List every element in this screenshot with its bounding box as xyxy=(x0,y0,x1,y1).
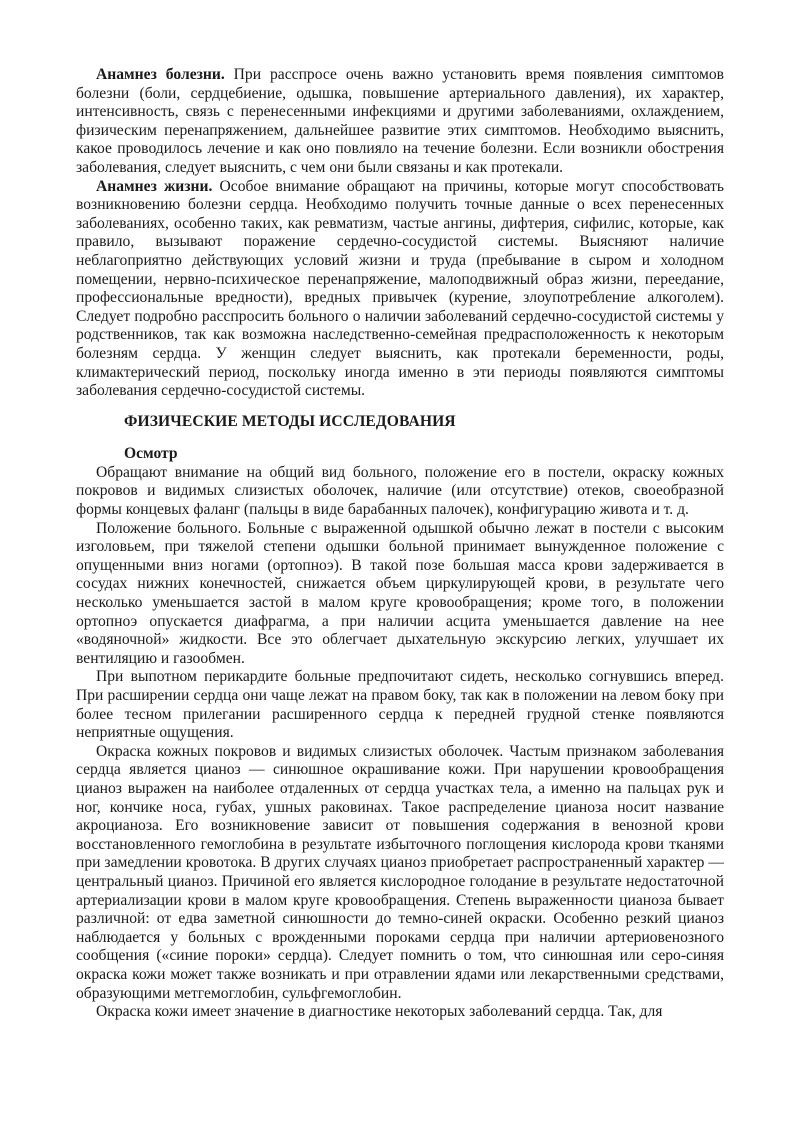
life-history-lead: Анамнез жизни. xyxy=(96,177,213,195)
paragraph-skin-color: Окраска кожных покровов и видимых слизистых оболочек. Частым признаком заболевания сердца является цианоз — синюшное окрашивание кожи. При нарушении кровообращения цианоз выражен на наиболее отдаленных от сердца участках тела, а именно на пальцах рук и ног, кончике носа, губах, ушных раковинах. Такое распределение цианоза носит название акроцианоза. Его возникновение зависит от повышения содержания в венозной крови восстановленного гемоглобина в результате избыточного поглощения кислорода крови тканями при замедлении кровотока. В других случаях цианоз приобретает распространенный характер — центральный цианоз. Причиной его является кислородное голодание в результате недостаточной артериализации крови в малом круге кровообращения. Степень выраженности цианоза бывает различной: от едва заметной синюшности до темно-синей окраски. Особенно резкий цианоз наблюдается у больных с врожденными пороками сердца при наличии артериовенозного сообщения («синие пороки» сердца). Следует помнить о том, что синюшная или серо-синяя окраска кожи может также возникать и при отравлении ядами или лекарственными средствами, образующими метгемоглобин, сульфгемоглобин. xyxy=(76,742,724,1002)
section-heading: ФИЗИЧЕСКИЕ МЕТОДЫ ИССЛЕДОВАНИЯ xyxy=(124,412,456,430)
paragraph-patient-position: Положение больного. Больные с выраженной одышкой обычно лежат в постели с высоким изголовьем, при тяжелой степени одышки больной принимает вынужденное положение с опущенными вниз ногами (ортопноэ). В такой позе большая масса крови задерживается в сосудах нижних конечностей, снижается объем циркулирующей крови, в результате чего несколько уменьшается застой в малом круге кровообращения; кроме того, в положении ортопноэ опускается диафрагма, а при наличии асцита уменьшается давление на нее «водяночной» жидкости. Все это облегчает дыхательную экскурсию легких, улучшает их вентиляцию и газообмен. xyxy=(76,519,724,667)
paragraph-life-history xyxy=(76,178,724,401)
paragraph-pericarditis: При выпотном перикардите больные предпочитают сидеть, несколько согнувшись вперед. При расширении сердца они чаще лежат на правом боку, так как в положении на левом боку при более тесном прилегании расширенного сердца к передней грудной стенке появляются неприятные ощущения. xyxy=(76,668,724,742)
paragraph-disease-history xyxy=(76,66,724,178)
paragraph-general-appearance: Обращают внимание на общий вид больного, положение его в постели, окраску кожных покровов и видимых слизистых оболочек, наличие (или отсутствие) отеков, своеобразной формы концевых фаланг (пальцы в виде барабанных палочек), конфигурацию живота и т. д. xyxy=(76,463,724,519)
disease-history-text: При расспросе очень важно установить время появления симптомов болезни (боли, сердцебиение, одышка, повышение артериального давления), их характер, интенсивность, связь с перенесенными инфекциями и другими заболеваниями, охлаждением, физическим перенапряжением, дальнейшее развитие этих симптомов. Необходимо выяснить, какое проводилось лечение и как оно повлияло на течение болезни. Если возникли обострения заболевания, следует выяснить, с чем они были связаны и как протекали. xyxy=(76,66,724,176)
document-page xyxy=(76,66,724,1022)
subsection-heading: Осмотр xyxy=(124,445,178,463)
life-history-text: Особое внимание обращают на причины, которые могут способствовать возникновению болезни сердца. Необходимо получить точные данные о всех перенесенных заболеваниях, особенно таких, как ревматизм, частые ангины, дифтерия, сифилис, которые, как правило, вызывают поражение сердечно-сосудистой системы. Выясняют наличие неблагоприятно действующих условий жизни и труда (пребывание в сыром и холодном помещении, нервно-психическое перенапряжение, малоподвижный образ жизни, переедание, профессиональные вредности), вредных привычек (курение, злоупотребление алкоголем). Следует подробно расспросить больного о наличии заболеваний сердечно-сосудистой системы у родственников, так как возможна наследственно-семейная предрасположенность к некоторым болезням сердца. У женщин следует выяснить, как протекали беременности, роды, климактерический период, поскольку иногда именно в эти периоды появляются симптомы заболевания сердечно-сосудистой системы. xyxy=(76,177,724,400)
disease-history-lead: Анамнез болезни. xyxy=(96,66,225,83)
paragraph-skin-diagnostics: Окраска кожи имеет значение в диагностике некоторых заболеваний сердца. Так, для xyxy=(96,1003,663,1021)
